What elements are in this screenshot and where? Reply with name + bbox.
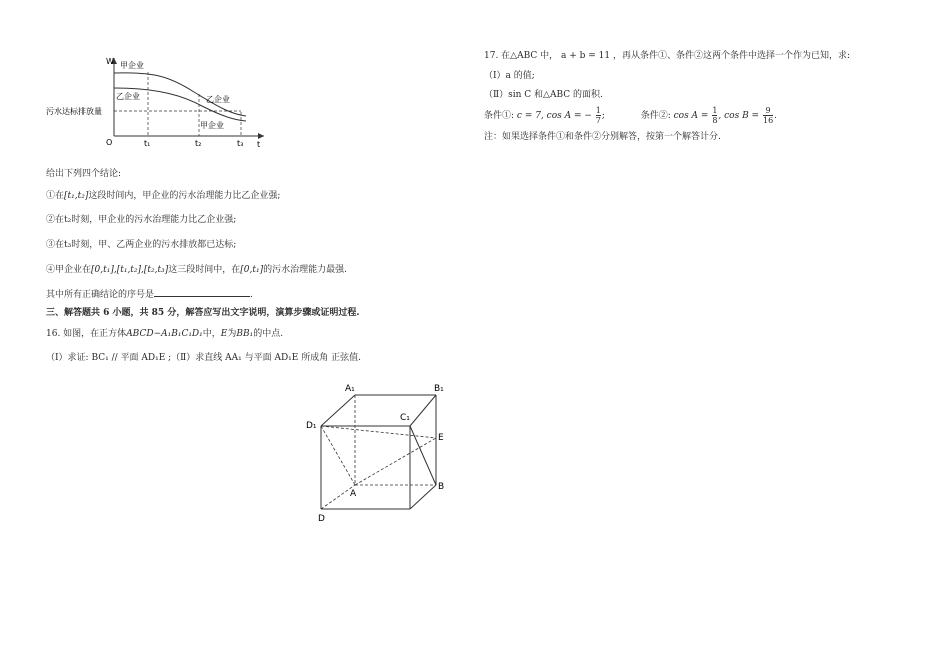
origin-label: O xyxy=(106,138,113,147)
q15-conclusion-2: ②在t₂时刻，甲企业的污水治理能力比乙企业强; xyxy=(46,215,237,225)
c4-rest: 的污水治理能力最强. xyxy=(263,265,347,275)
q16-cube-name: ABCD−A₁B₁C₁D₁ xyxy=(126,329,203,339)
label-E: E xyxy=(438,433,444,443)
q16-prefix: 16. 如图，在正方体 xyxy=(46,329,127,339)
answer-suffix: . xyxy=(250,290,253,300)
label-D: D xyxy=(318,514,325,524)
cond2-label: 条件②: xyxy=(640,111,671,121)
cond1-end: ; xyxy=(601,111,605,121)
q16-point: E xyxy=(220,329,228,339)
cond2-fraction-a xyxy=(712,106,717,125)
q16-line1 xyxy=(46,328,283,340)
tick-t1: t₁ xyxy=(144,139,151,148)
cond1-expr: c = 7, cos A = − xyxy=(516,111,592,121)
cond1-numerator: 1 xyxy=(595,106,601,115)
q17-part2: （Ⅱ）sin C 和△ABC 的面积. xyxy=(484,90,603,100)
standard-label: 污水达标排放量 xyxy=(46,107,102,116)
section3-heading: 三、解答题共 6 小题，共 85 分，解答应写出文字说明，演算步骤或证明过程. xyxy=(46,308,360,318)
q16-segment: BB₁ xyxy=(236,329,254,339)
tick-t2: t₂ xyxy=(195,139,202,148)
c4-interval2: [0,t₁] xyxy=(240,265,264,275)
pollution-graph xyxy=(44,52,274,148)
c1-rest: 这段时间内，甲企业的污水治理能力比乙企业强; xyxy=(88,191,281,201)
cond1-label: 条件①: xyxy=(484,111,515,121)
cond2-numerator-a: 1 xyxy=(712,106,718,115)
c4-intervals: [0,t₁],[t₁,t₂],[t₂,t₃] xyxy=(91,265,169,275)
x-axis-label: t xyxy=(257,140,261,148)
label-jia-top: 甲企业 xyxy=(120,61,144,70)
cond1-fraction xyxy=(596,106,601,125)
label-yi-left: 乙企业 xyxy=(116,92,140,101)
q15-answer-line xyxy=(46,287,253,301)
q17-line1: 17. 在△ABC 中， a + b = 11 ，再从条件①、条件②这两个条件中选择一个作为已知，求: xyxy=(484,51,850,61)
c4-mid: 这三段时间中，在 xyxy=(168,265,241,275)
cond2-numerator-b: 9 xyxy=(763,106,773,116)
q15-conclusion-3: ③在t₃时刻，甲、乙两企业的污水排放都已达标; xyxy=(46,240,237,250)
cube-figure xyxy=(300,378,460,528)
q17-conditions xyxy=(484,106,777,128)
q15-intro: 给出下列四个结论: xyxy=(46,169,122,179)
c4-prefix: ④甲企业在 xyxy=(46,265,92,275)
q17-note: 注：如果选择条件①和条件②分别解答，按第一个解答计分. xyxy=(484,132,721,142)
label-yi-right: 乙企业 xyxy=(206,95,230,104)
cond2-denominator-a: 8 xyxy=(712,116,718,125)
cond2-denominator-b: 16 xyxy=(762,116,774,125)
label-B1: B₁ xyxy=(434,384,444,394)
answer-blank xyxy=(154,287,250,297)
q16-mid2: 为 xyxy=(227,329,237,339)
label-A1: A₁ xyxy=(345,384,355,394)
c1-interval: [t₁,t₂] xyxy=(64,191,89,201)
label-A: A xyxy=(350,489,357,499)
cond2-end: . xyxy=(774,111,778,121)
label-jia-bottom: 甲企业 xyxy=(200,121,224,130)
q16-line2: （Ⅰ）求证: BC₁ // 平面 AD₁E ;（Ⅱ）求直线 AA₁ 与平面 AD₁E 所成角 正弦值. xyxy=(46,353,361,363)
answer-prefix: 其中所有正确结论的序号是 xyxy=(46,290,155,300)
q16-suffix: 的中点. xyxy=(253,329,284,339)
cond1-denominator: 7 xyxy=(595,116,601,125)
q15-conclusion-1 xyxy=(46,190,280,202)
cond2-fraction-b xyxy=(763,106,773,125)
q15-conclusion-4 xyxy=(46,264,347,276)
q17-part1: （Ⅰ）a 的值; xyxy=(484,71,535,81)
tick-t3: t₃ xyxy=(237,139,244,148)
label-B: B xyxy=(438,482,445,492)
label-C1: C₁ xyxy=(400,413,410,423)
cond2-expr-a: cos A = xyxy=(673,111,709,121)
label-D1: D₁ xyxy=(306,421,317,431)
c1-prefix: ①在 xyxy=(46,191,65,201)
q16-mid: 中， xyxy=(202,329,221,339)
y-axis-label: W xyxy=(106,57,114,66)
cond2-expr-b: , cos B = xyxy=(718,111,760,121)
